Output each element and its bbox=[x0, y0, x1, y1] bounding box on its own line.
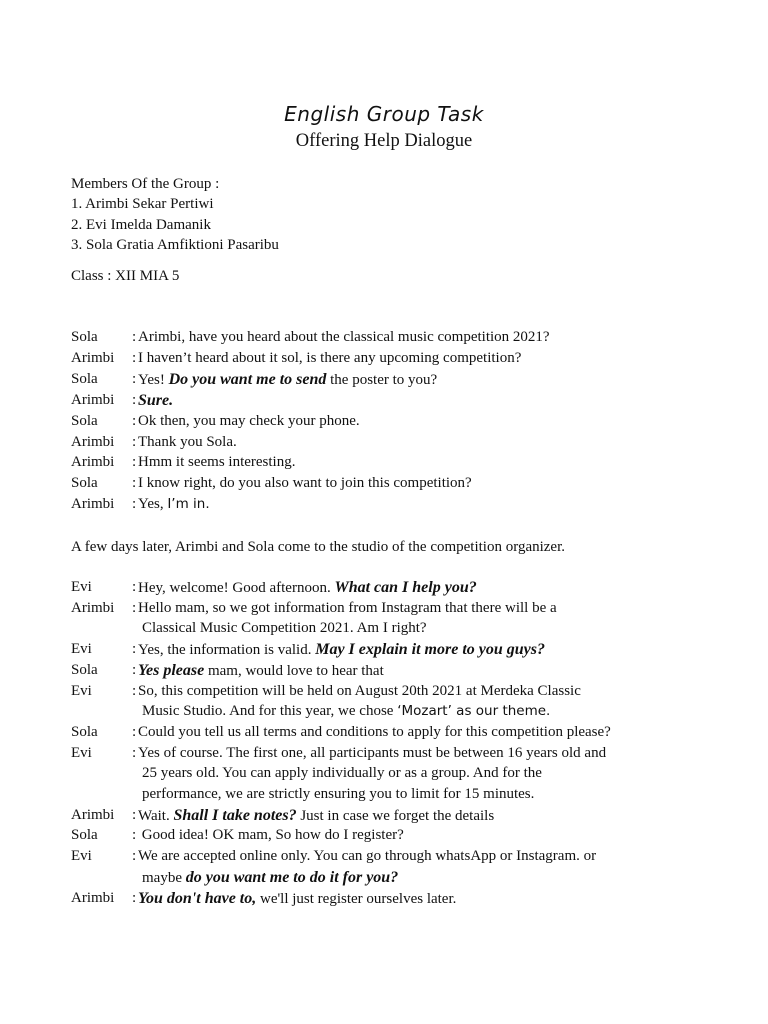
dialogue-text: ‘Mozart’ as our theme. bbox=[397, 703, 551, 720]
dialogue-text-wrap bbox=[138, 600, 557, 617]
speaker-colon: : bbox=[132, 744, 137, 761]
speaker-name: Arimbi bbox=[71, 599, 115, 616]
speaker-name: Evi bbox=[71, 579, 92, 595]
dialogue-text: Yes! bbox=[138, 371, 169, 388]
dialogue-text: Yes of course. The first one, all participants must be between 16 years old and bbox=[138, 744, 607, 761]
member-3: 3. Sola Gratia Amfiktioni Pasaribu bbox=[71, 237, 279, 253]
dialogue-text-wrap bbox=[138, 475, 472, 492]
dialogue-text-wrap bbox=[138, 329, 550, 346]
dialogue-text: 25 years old. You can apply individually or as a group. And for the bbox=[142, 765, 542, 782]
dialogue-text: Just in case we forget the details bbox=[296, 807, 495, 824]
speaker-colon: : bbox=[132, 827, 137, 844]
narration: A few days later, Arimbi and Sola come to the studio of the competition organizer. bbox=[71, 539, 566, 555]
offer-phrase: do you want me to do it for you? bbox=[185, 868, 399, 886]
dialogue-text-wrap bbox=[138, 434, 237, 451]
dialogue-text: I know right, do you also want to join this competition? bbox=[138, 475, 472, 492]
dialogue-text-wrap bbox=[138, 579, 477, 597]
member-2: 2. Evi Imelda Damanik bbox=[71, 217, 211, 233]
speaker-colon: : bbox=[132, 599, 137, 616]
speaker-name: Arimbi bbox=[71, 391, 115, 408]
dialogue-text: So, this competition will be held on August 20th 2021 at Merdeka Classic bbox=[138, 682, 581, 699]
member-1: 1. Arimbi Sekar Pertiwi bbox=[71, 196, 214, 212]
dialogue-text-wrap bbox=[138, 454, 295, 471]
offer-phrase: Yes please bbox=[138, 661, 205, 679]
speaker-colon: : bbox=[132, 848, 137, 865]
speaker-colon: : bbox=[132, 391, 137, 408]
speaker-name: Arimbi bbox=[71, 433, 115, 450]
speaker-colon: : bbox=[132, 723, 137, 740]
speaker-colon: : bbox=[132, 329, 137, 345]
dialogue-text-wrap bbox=[138, 662, 384, 680]
dialogue-text: Wait. bbox=[138, 807, 174, 824]
dialogue-text: Hey, welcome! Good afternoon. bbox=[138, 580, 335, 596]
speaker-name: Arimbi bbox=[71, 454, 115, 471]
dialogue-text: we'll just register ourselves later. bbox=[256, 890, 457, 907]
speaker-name: Arimbi bbox=[71, 889, 115, 906]
offer-phrase: May I explain it more to you guys? bbox=[315, 641, 545, 659]
dialogue-continuation bbox=[142, 786, 534, 803]
speaker-name: Arimbi bbox=[71, 806, 115, 823]
dialogue-text-wrap bbox=[138, 641, 545, 659]
dialogue-text-wrap bbox=[138, 827, 404, 844]
dialogue-text-wrap bbox=[138, 807, 494, 825]
dialogue-continuation bbox=[142, 620, 427, 637]
speaker-name: Arimbi bbox=[71, 349, 115, 366]
dialogue-text-wrap bbox=[138, 413, 360, 430]
speaker-name: Sola bbox=[71, 329, 98, 345]
offer-phrase: Shall I take notes? bbox=[173, 806, 297, 824]
dialogue-text: I’m in. bbox=[167, 496, 210, 513]
speaker-colon: : bbox=[132, 889, 137, 906]
dialogue-text: Yes, the information is valid. bbox=[138, 642, 316, 659]
dialogue-text: We are accepted online only. You can go through whatsApp or Instagram. or bbox=[138, 848, 597, 865]
speaker-name: Evi bbox=[71, 682, 92, 699]
offer-phrase: What can I help you? bbox=[334, 579, 477, 596]
speaker-name: Evi bbox=[71, 641, 92, 658]
speaker-name: Sola bbox=[71, 827, 98, 844]
offer-phrase: Do you want me to send bbox=[168, 370, 327, 388]
speaker-name: Evi bbox=[71, 848, 92, 865]
dialogue-text: Music Studio. And for this year, we chose bbox=[142, 703, 398, 720]
members-heading: Members Of the Group : bbox=[71, 176, 220, 192]
dialogue-text-wrap bbox=[138, 745, 606, 762]
speaker-colon: : bbox=[132, 412, 137, 429]
document-title: English Group Task bbox=[284, 102, 484, 126]
dialogue-text: the poster to you? bbox=[326, 371, 438, 388]
dialogue-text: mam, would love to hear that bbox=[204, 662, 384, 679]
speaker-colon: : bbox=[132, 579, 137, 595]
dialogue-text: Arimbi, have you heard about the classical music competition 2021? bbox=[138, 329, 550, 345]
offer-phrase: Sure. bbox=[138, 391, 174, 409]
speaker-name: Evi bbox=[71, 744, 92, 761]
dialogue-continuation bbox=[142, 703, 550, 720]
dialogue-continuation bbox=[142, 765, 542, 782]
dialogue-text-wrap bbox=[138, 890, 456, 908]
speaker-name: Sola bbox=[71, 370, 98, 387]
dialogue-text: Thank you Sola. bbox=[138, 433, 237, 450]
speaker-colon: : bbox=[132, 641, 137, 658]
dialogue-text-wrap bbox=[138, 848, 596, 865]
speaker-name: Arimbi bbox=[71, 496, 115, 513]
dialogue-text: maybe bbox=[142, 869, 186, 886]
speaker-name: Sola bbox=[71, 412, 98, 429]
offer-phrase: You don't have to, bbox=[138, 889, 257, 907]
speaker-name: Sola bbox=[71, 723, 98, 740]
document-subtitle: Offering Help Dialogue bbox=[295, 131, 473, 151]
dialogue-text: Classical Music Competition 2021. Am I right? bbox=[142, 620, 427, 637]
speaker-colon: : bbox=[132, 433, 137, 450]
speaker-colon: : bbox=[132, 454, 137, 471]
speaker-colon: : bbox=[132, 475, 137, 492]
speaker-name: Sola bbox=[71, 661, 98, 678]
speaker-name: Sola bbox=[71, 475, 98, 492]
dialogue-text-wrap bbox=[138, 496, 210, 513]
speaker-colon: : bbox=[132, 349, 137, 366]
dialogue-text: I haven’t heard about it sol, is there any upcoming competition? bbox=[138, 349, 522, 366]
speaker-colon: : bbox=[132, 370, 137, 387]
dialogue-text: Could you tell us all terms and conditions to apply for this competition please? bbox=[138, 723, 611, 740]
speaker-colon: : bbox=[132, 661, 137, 678]
dialogue-text-wrap bbox=[138, 392, 173, 410]
dialogue-text: Hmm it seems interesting. bbox=[138, 454, 296, 471]
dialogue-text-wrap bbox=[138, 724, 611, 741]
dialogue-text-wrap bbox=[138, 371, 437, 389]
dialogue-text: performance, we are strictly ensuring you to limit for 15 minutes. bbox=[142, 786, 535, 802]
speaker-colon: : bbox=[132, 806, 137, 823]
dialogue-text-wrap bbox=[138, 683, 581, 700]
class-line: Class : XII MIA 5 bbox=[71, 268, 180, 284]
dialogue-text: Hello mam, so we got information from Instagram that there will be a bbox=[138, 599, 557, 616]
dialogue-text: Good idea! OK mam, So how do I register? bbox=[138, 827, 404, 844]
dialogue-continuation bbox=[142, 869, 398, 887]
speaker-colon: : bbox=[132, 682, 137, 699]
speaker-colon: : bbox=[132, 496, 137, 513]
dialogue-text-wrap bbox=[138, 350, 521, 367]
dialogue-text: Yes, bbox=[138, 496, 168, 513]
dialogue-text: Ok then, you may check your phone. bbox=[138, 412, 360, 429]
